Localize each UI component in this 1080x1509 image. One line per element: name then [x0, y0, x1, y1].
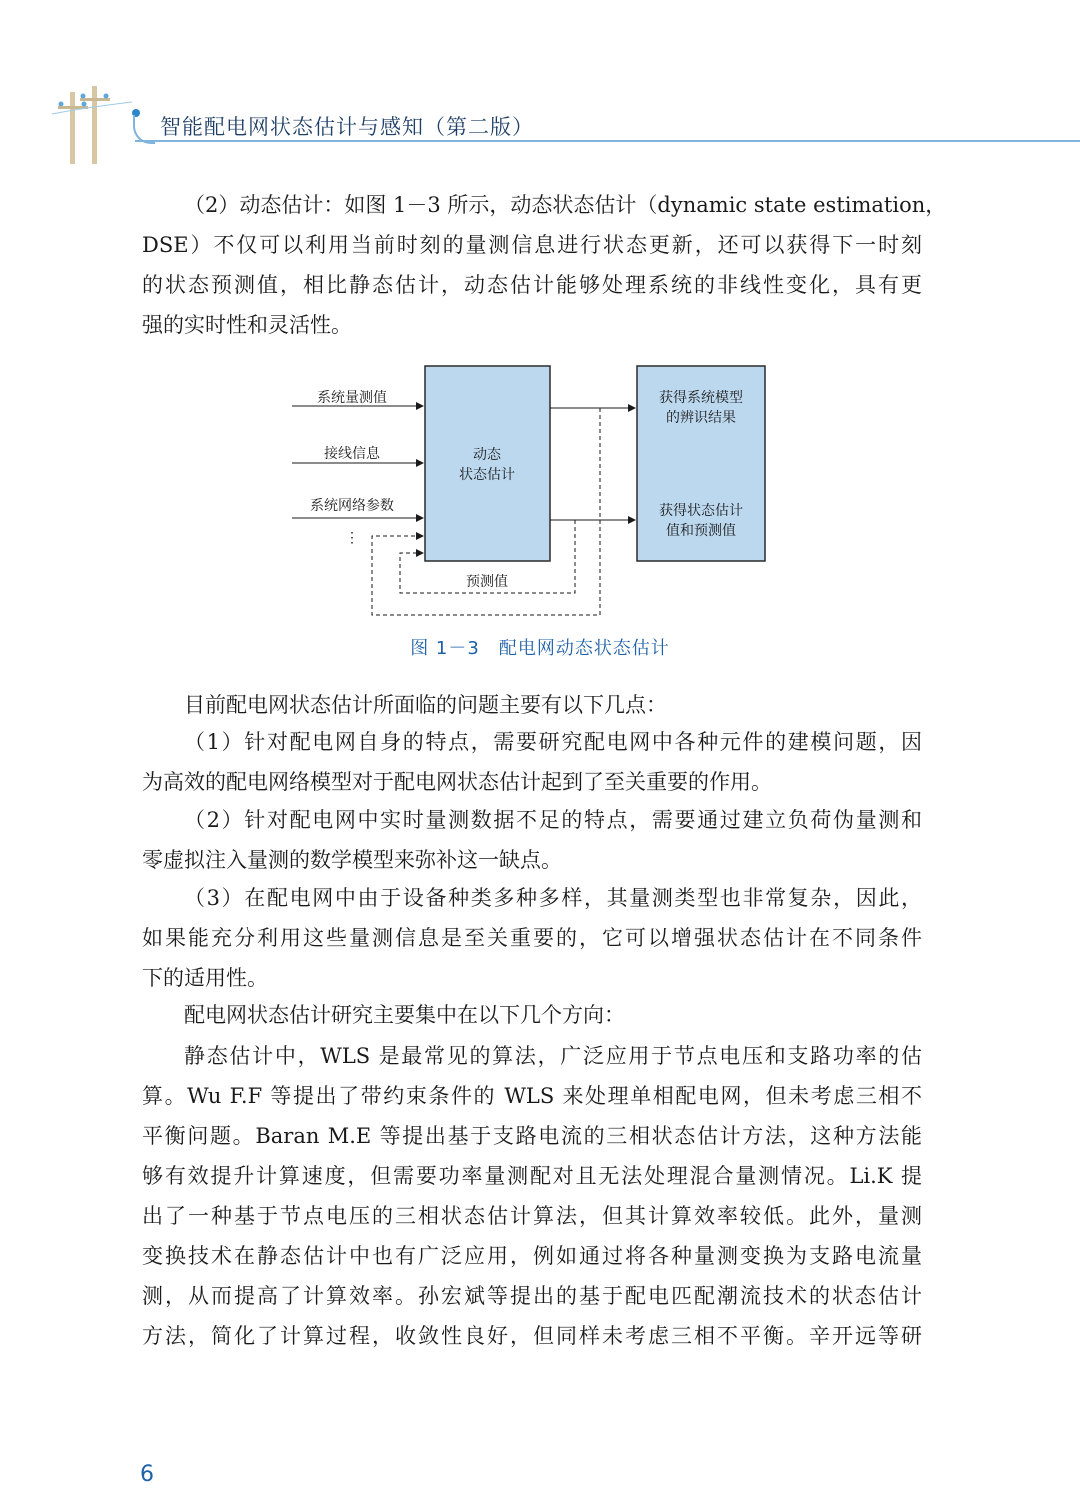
paragraph-directions-intro	[142, 995, 922, 1035]
paragraph-problem-3	[142, 878, 922, 998]
center-box-line: 动态	[473, 447, 501, 463]
output-bottom-line: 获得状态估计	[659, 503, 743, 519]
text-line: 够有效提升计算速度，但需要功率量测配对且无法处理混合量测情况。Li.K 提	[142, 1164, 922, 1188]
text-line: 配电网状态估计研究主要集中在以下几个方向：	[184, 1003, 625, 1027]
paragraph-problem-1	[142, 722, 922, 802]
text-line: 目前配电网状态估计所面临的问题主要有以下几点：	[184, 693, 667, 717]
input-label-topology: 接线信息	[324, 446, 380, 462]
dynamic-estimation-box	[425, 366, 550, 561]
dse-diagram	[290, 360, 780, 625]
input-label-parameters: 系统网络参数	[310, 498, 394, 514]
text-line: 零虚拟注入量测的数学模型来弥补这一缺点。	[142, 848, 562, 872]
text-line: DSE）不仅可以利用当前时刻的量测信息进行状态更新，还可以获得下一时刻	[142, 233, 922, 257]
text-line: （2）针对配电网中实时量测数据不足的特点，需要通过建立负荷伪量测和	[184, 808, 922, 832]
text-line: 出了一种基于节点电压的三相状态估计算法，但其计算效率较低。此外，量测	[142, 1204, 922, 1228]
text-line: 变换技术在静态估计中也有广泛应用，例如通过将各种量测变换为支路电流量	[142, 1244, 922, 1268]
paragraph-problems-intro	[142, 685, 922, 725]
paragraph-problem-2	[142, 800, 922, 880]
text-line: 为高效的配电网络模型对于配电网状态估计起到了至关重要的作用。	[142, 770, 772, 794]
text-line: 强的实时性和灵活性。	[142, 313, 352, 337]
output-top-line: 的辨识结果	[666, 410, 736, 426]
utility-pole-icon	[52, 84, 132, 164]
center-box-line: 状态估计	[459, 467, 515, 483]
text-line: 如果能充分利用这些量测信息是至关重要的，它可以增强状态估计在不同条件	[142, 926, 922, 950]
text-line: （1）针对配电网自身的特点，需要研究配电网中各种元件的建模问题，因	[184, 730, 922, 754]
input-ellipsis: ⋮	[345, 530, 359, 546]
text-line: 算。Wu F.F 等提出了带约束条件的 WLS 来处理单相配电网，但未考虑三相不	[142, 1084, 922, 1108]
input-label-measurements: 系统量测值	[317, 390, 387, 406]
running-header-title: 智能配电网状态估计与感知（第二版）	[160, 115, 534, 139]
text-line: 方法，简化了计算过程，收敛性良好，但同样未考虑三相不平衡。辛开远等研	[142, 1324, 922, 1348]
output-bottom-line: 值和预测值	[666, 523, 736, 539]
figure-caption: 图 1－3 配电网动态状态估计	[410, 638, 670, 659]
text-line: 测，从而提高了计算效率。孙宏斌等提出的基于配电匹配潮流技术的状态估计	[142, 1284, 922, 1308]
text-line: 平衡问题。Baran M.E 等提出基于支路电流的三相状态估计方法，这种方法能	[142, 1124, 922, 1148]
paragraph-dynamic-estimation	[142, 185, 947, 345]
paragraph-static-estimation	[142, 1036, 922, 1356]
text-line: 的状态预测值，相比静态估计，动态估计能够处理系统的非线性变化，具有更	[142, 273, 922, 297]
text-line: 下的适用性。	[142, 966, 268, 990]
text-line: （2）动态估计：如图 1－3 所示，动态状态估计（dynamic state estimation，	[184, 193, 947, 217]
text-line: 静态估计中，WLS 是最常见的算法，广泛应用于节点电压和支路功率的估	[184, 1044, 922, 1068]
feedback-label: 预测值	[466, 574, 508, 590]
page-number: 6	[140, 1462, 154, 1487]
output-top-line: 获得系统模型	[659, 390, 743, 406]
text-line: （3）在配电网中由于设备种类多种多样，其量测类型也非常复杂，因此，	[184, 886, 922, 910]
